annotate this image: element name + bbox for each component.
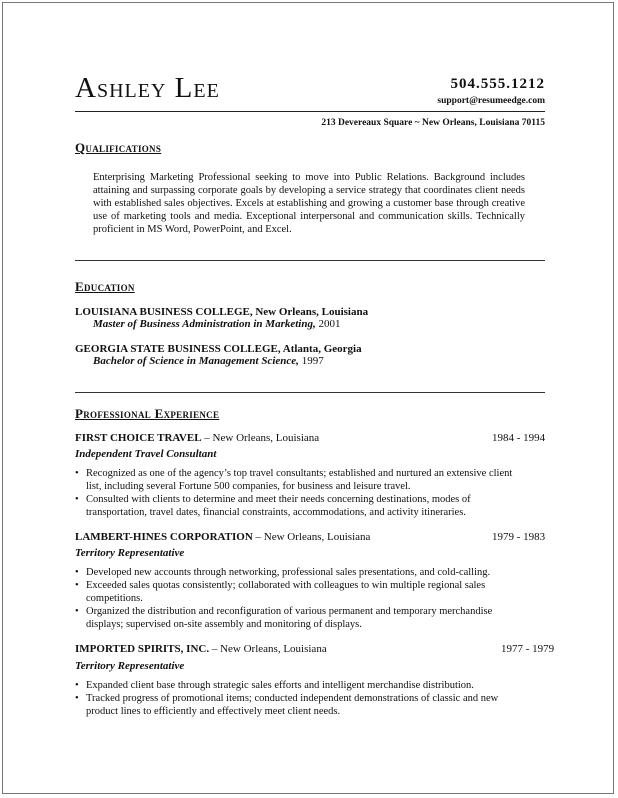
bullet-icon: • [75,680,79,691]
job-header [75,432,319,444]
company-name: FIRST CHOICE TRAVEL [75,432,202,444]
qualifications-heading: Qualifications [75,140,162,155]
email-address: support@resumeedge.com [437,96,545,106]
company-name: LAMBERT-HINES CORPORATION [75,531,253,543]
education-school: LOUISIANA BUSINESS COLLEGE, New Orleans, Louisiana [75,306,369,318]
degree-name: Bachelor of Science in Management Science, [93,355,299,367]
list-item [75,493,530,519]
header-divider [75,111,545,112]
section-divider [75,260,545,261]
job-header [75,643,327,655]
bullet-icon: • [75,693,79,704]
list-item [75,679,530,692]
job-bullets [75,566,530,631]
job-dates: 1977 - 1979 [501,643,555,655]
job-title: Independent Travel Consultant [75,448,217,460]
list-item [75,692,530,718]
bullet-text: Consulted with clients to determine and meet their needs concerning destinations, modes of transportation, travel dates, financial constraints, accommodations, and activity itineraries. [86,494,471,518]
section-divider [75,392,545,393]
education-degree [93,318,340,330]
bullet-text: Recognized as one of the agency’s top travel consultants; established and nurtured an extensive client list, including several Fortune 500 companies, for business and leisure travel. [86,468,513,492]
qualifications-text: Enterprising Marketing Professional seeking to move into Public Relations. Background includes attaining and surpassing corporate goals by developing a service strategy that coordinates client needs with established sales objectives. Excels at establishing and growing a customer base through creative use of marketing tools and media. Exceptional interpersonal and communication skills. Technically proficient in MS Word, PowerPoint, and Excel. [93,172,525,235]
bullet-text: Organized the distribution and reconfiguration of various permanent and temporary merchandise displays; supervised on-site assembly and monitoring of displays. [86,606,493,630]
phone-number: 504.555.1212 [450,76,545,92]
list-item [75,605,530,631]
degree-name: Master of Business Administration in Marketing, [93,318,316,330]
list-item [75,467,530,493]
bullet-text: Expanded client base through strategic sales efforts and intelligent merchandise distribution. [86,680,474,691]
job-location: – New Orleans, Louisiana [201,432,320,444]
bullet-icon: • [75,567,79,578]
job-title: Territory Representative [75,547,185,559]
list-item [75,579,530,605]
bullet-text: Exceeded sales quotas consistently; collaborated with colleagues to win multiple regional sales competitions. [86,580,486,604]
degree-year: 2001 [315,318,341,330]
bullet-icon: • [75,606,79,617]
job-location: – New Orleans, Louisiana [209,643,327,655]
experience-heading: Professional Experience [75,406,220,421]
education-heading: Education [75,279,135,294]
bullet-icon: • [75,494,79,505]
company-name: IMPORTED SPIRITS, INC. [75,643,210,655]
job-dates: 1979 - 1983 [492,531,546,543]
job-dates: 1984 - 1994 [492,432,546,444]
job-bullets [75,679,530,718]
bullet-text: Tracked progress of promotional items; conducted independent demonstrations of classic and new product lines to efficiently and effectively meet client needs. [86,693,499,717]
degree-year: 1997 [298,355,324,367]
education-degree [93,355,324,367]
resume-name: Ashley Lee [75,72,220,104]
bullet-icon: • [75,580,79,591]
list-item [75,566,530,579]
bullet-text: Developed new accounts through networking, professional sales presentations, and cold-calling. [86,567,491,578]
job-header [75,531,370,543]
street-address: 213 Devereaux Square ~ New Orleans, Louisiana 70115 [321,118,545,128]
job-bullets [75,467,530,519]
job-title: Territory Representative [75,660,185,672]
education-school: GEORGIA STATE BUSINESS COLLEGE, Atlanta, Georgia [75,343,362,355]
job-location: – New Orleans, Louisiana [252,531,371,543]
bullet-icon: • [75,468,79,479]
